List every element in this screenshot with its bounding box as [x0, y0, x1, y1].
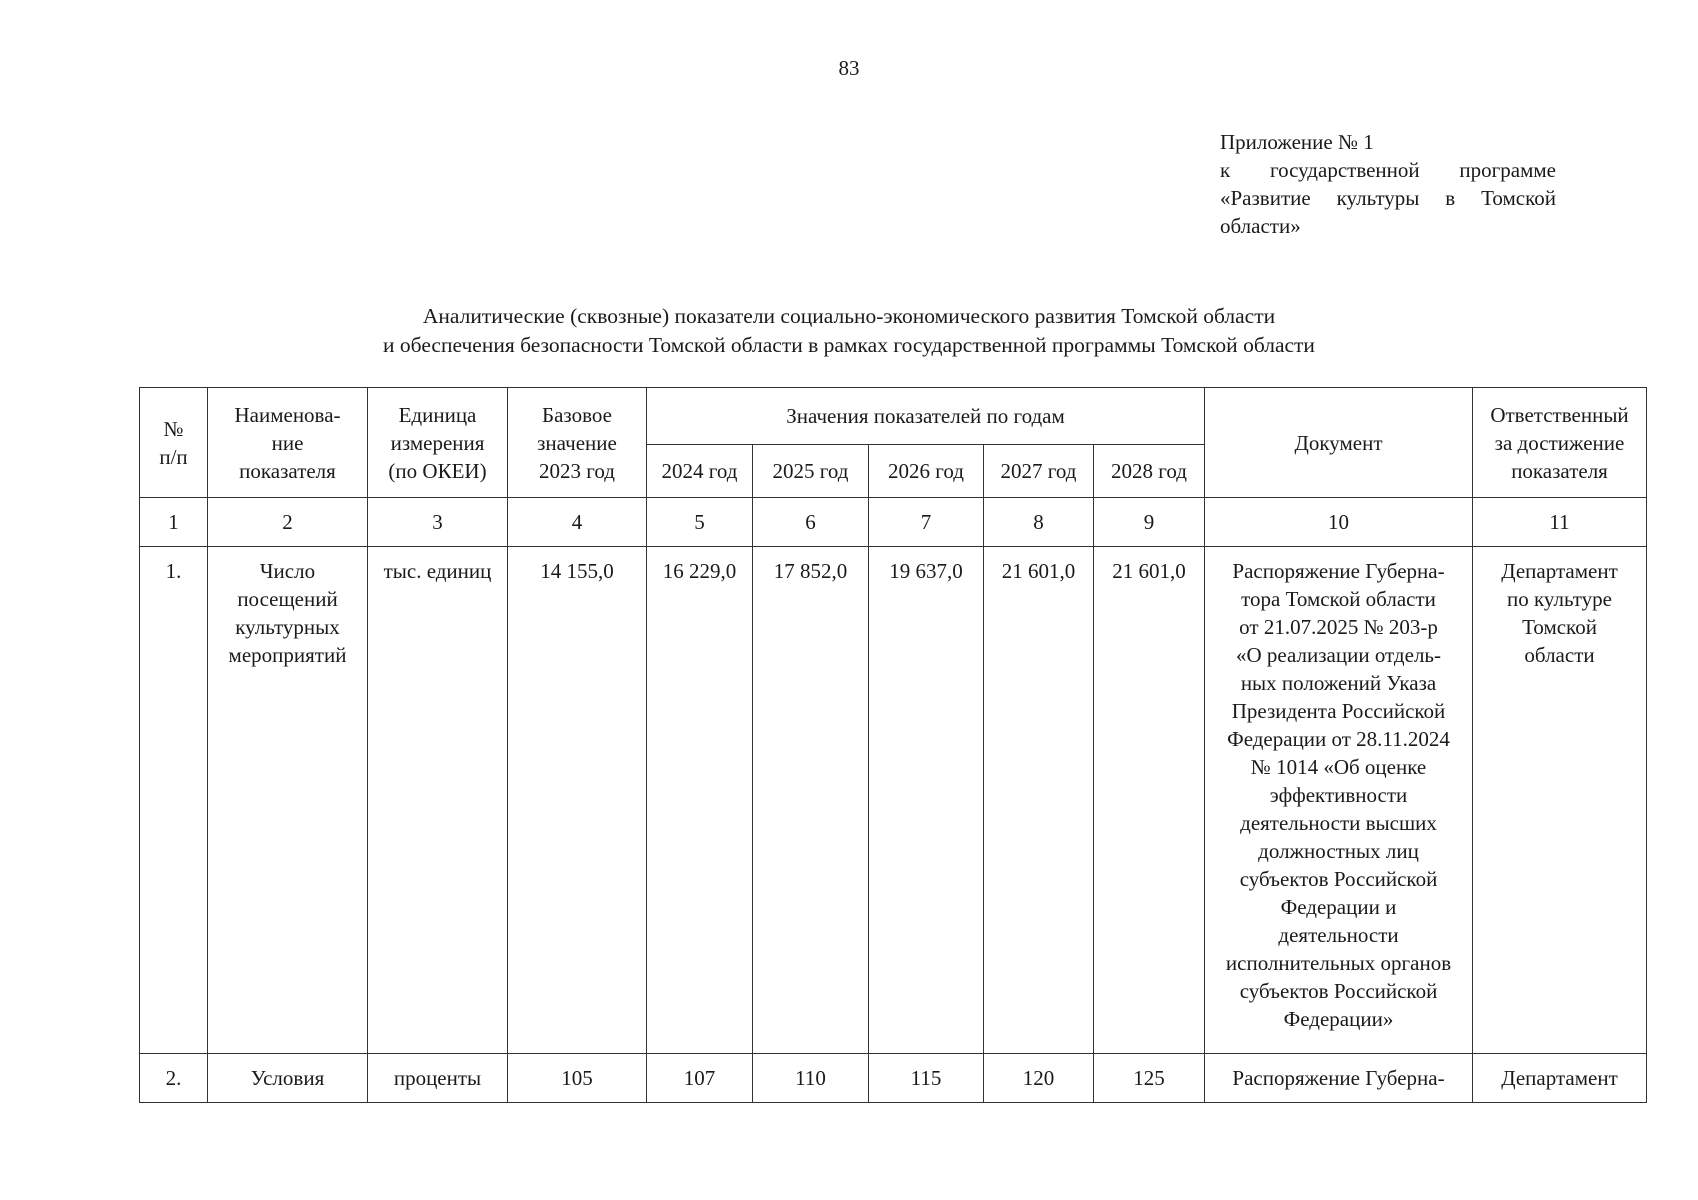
year-value: 21 601,0 [984, 547, 1094, 1054]
column-number: 3 [368, 498, 508, 547]
table-row [140, 547, 1647, 1054]
column-number: 5 [647, 498, 753, 547]
document-line: тора Томской области [1241, 587, 1436, 611]
column-number: 8 [984, 498, 1094, 547]
indicator-name: Число посещений культурных мероприятий [208, 547, 368, 1054]
year-value: 21 601,0 [1094, 547, 1205, 1054]
row-number: 1. [140, 547, 208, 1054]
appendix-line: к государственной программе [1220, 158, 1556, 182]
column-number: 7 [869, 498, 984, 547]
document-line: деятельности [1278, 923, 1399, 947]
year-value: 107 [647, 1054, 753, 1103]
appendix-line: области» [1220, 214, 1301, 238]
year-value: 19 637,0 [869, 547, 984, 1054]
document-cell: Распоряжение Губерна- [1205, 1054, 1473, 1103]
column-numbers-row [140, 498, 1647, 547]
column-number: 6 [753, 498, 869, 547]
appendix-line: Приложение № 1 [1220, 130, 1374, 154]
document-title [0, 302, 1698, 360]
header-year: 2024 год [647, 445, 753, 498]
appendix-line: «Развитие культуры в Томской [1220, 186, 1556, 210]
document-line: Распоряжение Губерна- [1232, 559, 1445, 583]
document-cell [1205, 547, 1473, 1054]
document-line: Федерации и [1280, 895, 1397, 919]
page-number: 83 [838, 56, 860, 80]
table-row [140, 1054, 1647, 1103]
base-value: 14 155,0 [508, 547, 647, 1054]
header-base-value: Базовое значение 2023 год [508, 388, 647, 498]
document-line: «О реализации отдель- [1236, 643, 1441, 667]
indicator-unit: тыс. единиц [368, 547, 508, 1054]
document-line: № 1014 «Об оценке [1250, 755, 1427, 779]
header-document: Документ [1205, 388, 1473, 498]
document-line: Федерации от 28.11.2024 [1227, 727, 1450, 751]
document-line: деятельности высших [1240, 811, 1437, 835]
header-year: 2027 год [984, 445, 1094, 498]
document-line: исполнительных органов [1225, 951, 1452, 975]
header-year: 2026 год [869, 445, 984, 498]
column-number: 1 [140, 498, 208, 547]
document-line: эффективности [1269, 783, 1408, 807]
year-value: 115 [869, 1054, 984, 1103]
column-number: 10 [1205, 498, 1473, 547]
document-line: Федерации» [1283, 1007, 1394, 1031]
header-row [140, 388, 1647, 445]
document-line: от 21.07.2025 № 203-р [1239, 615, 1438, 639]
header-year: 2025 год [753, 445, 869, 498]
header-num: № п/п [140, 388, 208, 498]
row-number: 2. [140, 1054, 208, 1103]
title-line: Аналитические (сквозные) показатели социально-экономического развития Томской области [422, 304, 1276, 328]
year-value: 110 [753, 1054, 869, 1103]
year-value: 17 852,0 [753, 547, 869, 1054]
appendix-note [1220, 128, 1556, 240]
header-values-by-year: Значения показателей по годам [647, 388, 1205, 445]
document-line: ных положений Указа [1240, 671, 1437, 695]
header-year: 2028 год [1094, 445, 1205, 498]
responsible-cell: Департамент по культуре Томской области [1473, 547, 1647, 1054]
document-line: субъектов Российской [1239, 979, 1438, 1003]
column-number: 11 [1473, 498, 1647, 547]
header-name: Наименова- ние показателя [208, 388, 368, 498]
base-value: 105 [508, 1054, 647, 1103]
document-line: субъектов Российской [1239, 867, 1438, 891]
header-responsible: Ответственный за достижение показателя [1473, 388, 1647, 498]
title-line: и обеспечения безопасности Томской области в рамках государственной программы Томской области [383, 333, 1315, 357]
column-number: 9 [1094, 498, 1205, 547]
year-value: 16 229,0 [647, 547, 753, 1054]
column-number: 2 [208, 498, 368, 547]
indicator-unit: проценты [368, 1054, 508, 1103]
header-unit: Единица измерения (по ОКЕИ) [368, 388, 508, 498]
indicators-table [139, 387, 1647, 1103]
year-value: 125 [1094, 1054, 1205, 1103]
year-value: 120 [984, 1054, 1094, 1103]
indicator-name: Условия [208, 1054, 368, 1103]
responsible-cell: Департамент [1473, 1054, 1647, 1103]
document-line: Президента Российской [1231, 699, 1446, 723]
column-number: 4 [508, 498, 647, 547]
document-line: должностных лиц [1258, 839, 1419, 863]
